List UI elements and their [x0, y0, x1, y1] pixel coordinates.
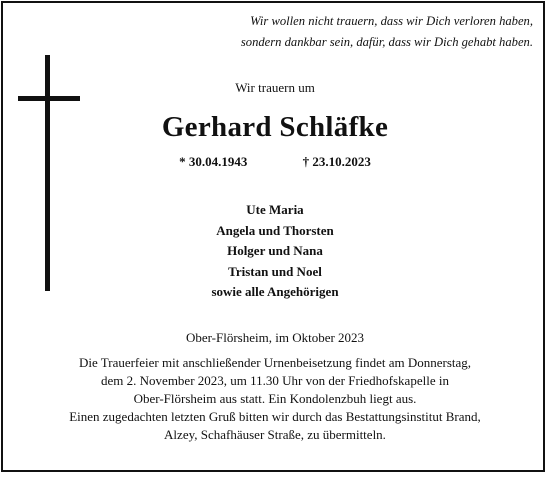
survivor-line: Ute Maria: [246, 202, 304, 217]
survivor-line: Holger und Nana: [227, 243, 323, 258]
obituary-notice: [1, 1, 545, 472]
survivor-line: Angela und Thorsten: [216, 222, 334, 238]
notice-line: Einen zugedachten letzten Gruß bitten wir durch das Bestattungsinstitut Brand,: [69, 409, 481, 424]
survivor-line: sowie alle Angehörigen: [211, 284, 339, 299]
life-dates: [3, 154, 547, 170]
place-and-date: Ober-Flörsheim, im Oktober 2023: [185, 330, 365, 345]
memorial-quote: [133, 11, 533, 53]
survivor-line: Tristan und Noel: [228, 263, 322, 279]
quote-line: sondern dankbar sein, dafür, dass wir Dich gehabt haben.: [240, 35, 533, 49]
cross-horizontal-bar: [18, 96, 80, 101]
deceased-name: Gerhard Schläfke: [161, 111, 389, 143]
quote-line: Wir wollen nicht trauern, dass wir Dich verloren haben,: [250, 14, 533, 28]
notice-line: dem 2. November 2023, um 11.30 Uhr von der Friedhofskapelle in: [101, 373, 449, 388]
notice-line: Ober-Flörsheim aus statt. Ein Kondolenzbuh liegt aus.: [133, 391, 417, 406]
death-date: † 23.10.2023: [302, 154, 371, 169]
birth-date: * 30.04.1943: [179, 154, 248, 169]
mourning-intro: Wir trauern um: [235, 80, 315, 95]
funeral-notice: [3, 354, 547, 444]
notice-line: Alzey, Schafhäuser Straße, zu übermitteln.: [164, 427, 386, 442]
survivors-list: [3, 200, 547, 303]
notice-line: Die Trauerfeier mit anschließender Urnenbeisetzung findet am Donnerstag,: [78, 355, 472, 370]
